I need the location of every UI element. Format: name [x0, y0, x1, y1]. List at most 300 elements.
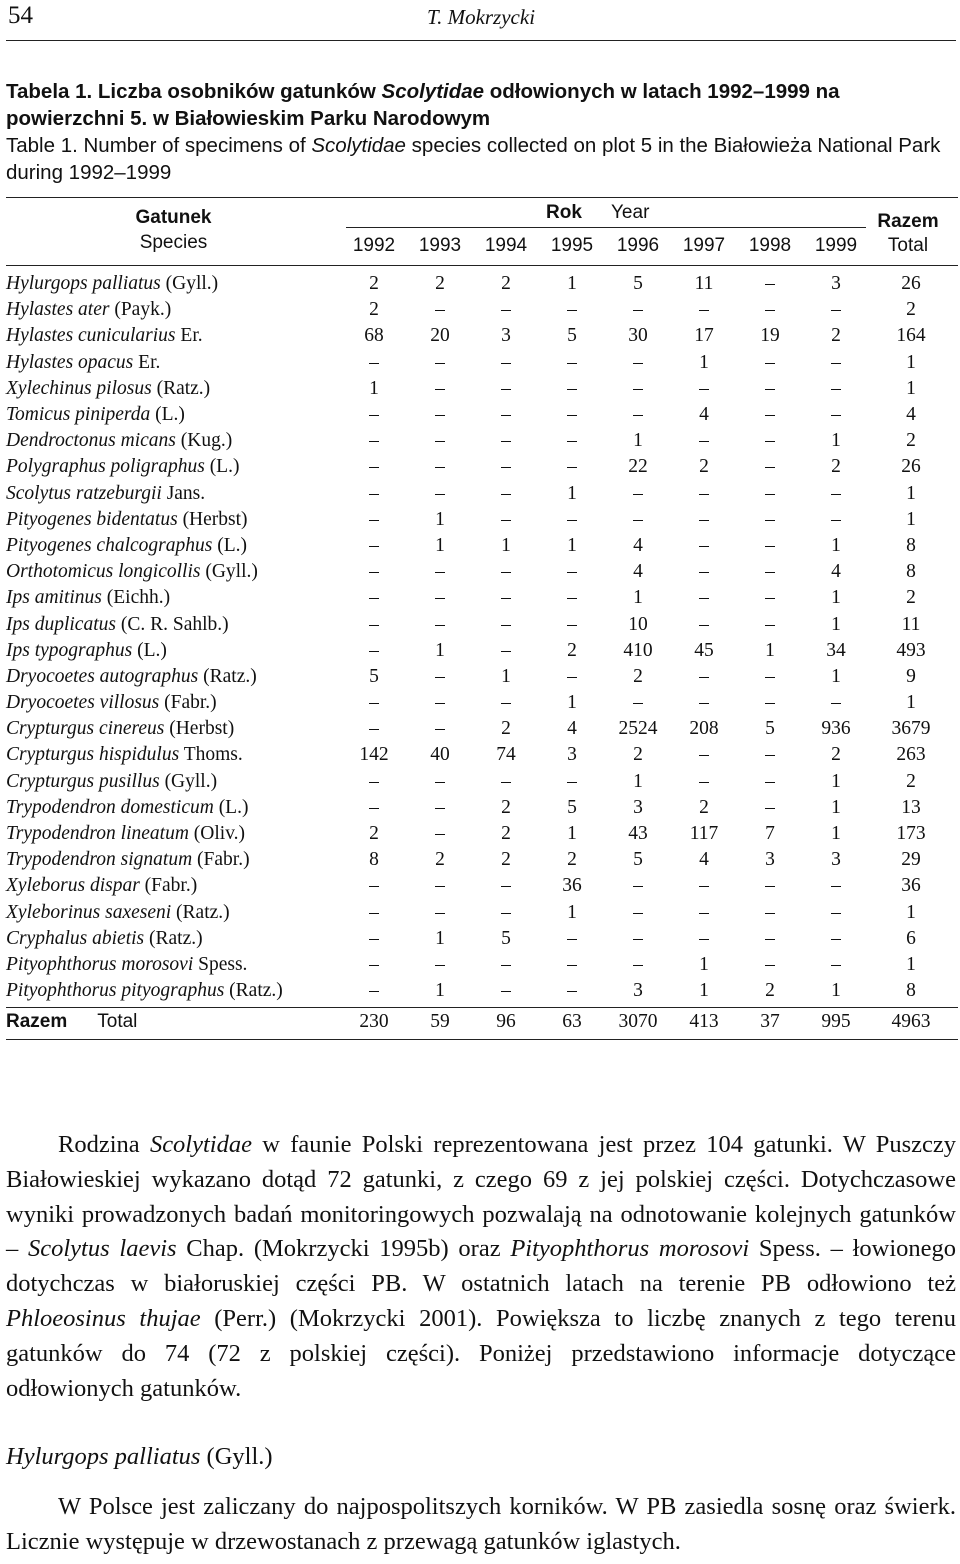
- count-cell: 2: [633, 744, 643, 766]
- total-cell: 2: [906, 430, 916, 452]
- header-year-cell: 1999: [814, 235, 858, 256]
- table-caption: [6, 78, 956, 186]
- count-cell: 1: [831, 587, 841, 609]
- total-cell: 2: [906, 770, 916, 792]
- count-cell: 17: [694, 325, 714, 347]
- count-cell: –: [765, 770, 775, 792]
- count-cell: 208: [689, 718, 719, 740]
- table-body: [6, 271, 958, 1004]
- species-subheading: Hylurgops palliatus (Gyll.): [6, 1443, 273, 1470]
- total-cell: 1: [906, 901, 916, 923]
- count-cell: –: [501, 639, 511, 661]
- count-cell: –: [765, 796, 775, 818]
- count-cell: –: [765, 404, 775, 426]
- species-name: Polygraphus poligraphus (L.): [6, 456, 240, 478]
- count-cell: –: [567, 377, 577, 399]
- count-cell: 1: [765, 639, 775, 661]
- count-cell: 2: [567, 849, 577, 871]
- count-cell: 1: [831, 980, 841, 1002]
- count-cell: 2: [501, 273, 511, 295]
- count-cell: –: [765, 744, 775, 766]
- count-cell: –: [567, 351, 577, 373]
- count-cell: –: [633, 404, 643, 426]
- count-cell: 1: [567, 692, 577, 714]
- count-cell: –: [435, 482, 445, 504]
- count-cell: –: [831, 927, 841, 949]
- table-row: [6, 664, 958, 690]
- text-run: w faunie Polski reprezentowana jest przez 104 gatunki. W Puszczy Białowieskiej wykazano dotąd 72 gatunki, z czego 69 z jej polskiej części. Dotychczasowe wyniki prowadzonych badań monitoringowych pozwalają na odnotowanie kolejnych gatunków –: [6, 1131, 956, 1263]
- count-cell: 1: [501, 665, 511, 687]
- table-row: [6, 271, 958, 297]
- header-year-cell: 1995: [550, 235, 594, 256]
- count-cell: 1: [501, 534, 511, 556]
- count-cell: –: [567, 613, 577, 635]
- count-cell: 1: [567, 482, 577, 504]
- table-bottom-rule: [6, 1039, 958, 1040]
- text-run: Rodzina: [58, 1131, 150, 1158]
- count-cell: –: [567, 665, 577, 687]
- total-cell: 8: [906, 534, 916, 556]
- count-cell: –: [369, 561, 379, 583]
- count-cell: –: [435, 692, 445, 714]
- sum-cell: 63: [562, 1011, 582, 1032]
- count-cell: 2: [831, 456, 841, 478]
- total-cell: 8: [906, 561, 916, 583]
- count-cell: –: [633, 377, 643, 399]
- species-name: Crypturgus cinereus (Herbst): [6, 718, 235, 740]
- species-name: Tomicus piniperda (L.): [6, 404, 185, 426]
- count-cell: 2: [567, 639, 577, 661]
- count-cell: –: [831, 953, 841, 975]
- count-cell: –: [369, 770, 379, 792]
- total-cell: 1: [906, 482, 916, 504]
- caption-english: Table 1. Number of specimens of Scolytidae species collected on plot 5 in the Białowieża National Park during 1992–1999: [6, 134, 941, 184]
- count-cell: –: [831, 482, 841, 504]
- count-cell: –: [369, 404, 379, 426]
- count-cell: –: [567, 770, 577, 792]
- species-name: Xyleborus dispar (Fabr.): [6, 875, 198, 897]
- count-cell: –: [699, 299, 709, 321]
- body-text-2: [6, 1490, 956, 1560]
- total-row: [6, 1007, 958, 1037]
- count-cell: –: [699, 692, 709, 714]
- count-cell: 1: [567, 901, 577, 923]
- count-cell: –: [699, 875, 709, 897]
- count-cell: –: [369, 692, 379, 714]
- count-cell: 3: [501, 325, 511, 347]
- species-name: Hylastes ater (Payk.): [6, 299, 172, 321]
- count-cell: –: [369, 796, 379, 818]
- table-row: [6, 716, 958, 742]
- text-run: Pityophthorus morosovi: [510, 1235, 750, 1263]
- species-name: Dryocoetes villosus (Fabr.): [6, 692, 217, 714]
- count-cell: –: [435, 456, 445, 478]
- count-cell: –: [765, 953, 775, 975]
- table-row: [6, 533, 958, 559]
- count-cell: –: [765, 927, 775, 949]
- count-cell: 4: [831, 561, 841, 583]
- species-name: Orthotomicus longicollis (Gyll.): [6, 561, 258, 583]
- total-cell: 1: [906, 953, 916, 975]
- count-cell: –: [699, 587, 709, 609]
- paragraph-2: W Polsce jest zaliczany do najpospolitszych korników. W PB zasiedla sosnę oraz świerk. Licznie występuje w drzewostanach z przewagą gatunków iglastych.: [6, 1493, 956, 1555]
- count-cell: –: [501, 875, 511, 897]
- count-cell: –: [831, 875, 841, 897]
- page-number: 54: [8, 2, 33, 29]
- count-cell: –: [765, 561, 775, 583]
- count-cell: –: [369, 639, 379, 661]
- count-cell: 1: [369, 377, 379, 399]
- count-cell: –: [699, 534, 709, 556]
- species-name: Cryphalus abietis (Ratz.): [6, 927, 203, 949]
- count-cell: –: [765, 377, 775, 399]
- count-cell: –: [369, 508, 379, 530]
- count-cell: –: [699, 744, 709, 766]
- count-cell: 1: [831, 823, 841, 845]
- species-name: Trypodendron signatum (Fabr.): [6, 849, 250, 871]
- count-cell: 1: [435, 534, 445, 556]
- table-row: [6, 454, 958, 480]
- table-row: [6, 297, 958, 323]
- count-cell: 2: [831, 744, 841, 766]
- count-cell: –: [633, 927, 643, 949]
- count-cell: 2: [501, 849, 511, 871]
- count-cell: 2: [369, 299, 379, 321]
- count-cell: –: [567, 299, 577, 321]
- species-name: Ips duplicatus (C. R. Sahlb.): [6, 613, 229, 635]
- table-row: [6, 428, 958, 454]
- count-cell: –: [369, 456, 379, 478]
- count-cell: –: [633, 692, 643, 714]
- total-cell: 36: [901, 875, 921, 897]
- header-species: Species: [139, 232, 208, 253]
- sum-cell: 3070: [618, 1011, 658, 1032]
- total-label: Razem Total: [6, 1011, 138, 1032]
- count-cell: 2: [831, 325, 841, 347]
- count-cell: 4: [633, 534, 643, 556]
- count-cell: –: [699, 482, 709, 504]
- header-year: Year: [611, 202, 650, 223]
- total-cell: 6: [906, 927, 916, 949]
- grand-total-cell: 4963: [891, 1011, 931, 1032]
- count-cell: –: [699, 430, 709, 452]
- count-cell: 1: [699, 953, 709, 975]
- count-cell: –: [831, 351, 841, 373]
- count-cell: –: [633, 901, 643, 923]
- total-cell: 1: [906, 351, 916, 373]
- count-cell: –: [699, 665, 709, 687]
- count-cell: –: [633, 351, 643, 373]
- table-row: [6, 611, 958, 637]
- header-year-cell: 1998: [748, 235, 792, 256]
- table-row: [6, 978, 958, 1004]
- count-cell: 2: [435, 849, 445, 871]
- count-cell: –: [765, 430, 775, 452]
- count-cell: –: [435, 299, 445, 321]
- count-cell: –: [435, 718, 445, 740]
- count-cell: 1: [831, 796, 841, 818]
- header-year-cell: 1997: [682, 235, 726, 256]
- count-cell: 68: [364, 325, 384, 347]
- total-cell: 1: [906, 508, 916, 530]
- total-cell: 263: [896, 744, 926, 766]
- table-row: [6, 821, 958, 847]
- count-cell: –: [369, 901, 379, 923]
- count-cell: –: [501, 587, 511, 609]
- count-cell: –: [369, 587, 379, 609]
- count-cell: 2524: [618, 718, 658, 740]
- count-cell: –: [501, 980, 511, 1002]
- count-cell: 2: [633, 665, 643, 687]
- count-cell: 2: [699, 456, 709, 478]
- count-cell: –: [369, 927, 379, 949]
- species-name: Pityogenes bidentatus (Herbst): [6, 508, 248, 530]
- sum-cell: 59: [430, 1011, 450, 1032]
- paragraph-1: [6, 1128, 956, 1406]
- count-cell: 19: [760, 325, 780, 347]
- count-cell: –: [435, 796, 445, 818]
- count-cell: 936: [821, 718, 851, 740]
- species-name: Crypturgus hispidulus Thoms.: [6, 744, 243, 766]
- count-cell: 4: [699, 849, 709, 871]
- count-cell: –: [765, 456, 775, 478]
- count-cell: 2: [369, 823, 379, 845]
- count-cell: 34: [826, 639, 846, 661]
- count-cell: 7: [765, 823, 775, 845]
- species-name: Hylastes opacus Er.: [6, 351, 161, 373]
- table-row: [6, 350, 958, 376]
- count-cell: 4: [633, 561, 643, 583]
- count-cell: –: [699, 508, 709, 530]
- species-name: Hylurgops palliatus (Gyll.): [6, 273, 219, 295]
- count-cell: –: [699, 377, 709, 399]
- count-cell: 117: [689, 823, 719, 845]
- header-gatunek: Gatunek: [135, 207, 212, 228]
- count-cell: –: [501, 351, 511, 373]
- count-cell: –: [369, 980, 379, 1002]
- header-year-cell: 1996: [616, 235, 660, 256]
- species-name: Dendroctonus micans (Kug.): [6, 430, 233, 452]
- text-run: Chap. (Mokrzycki 1995b) oraz: [176, 1235, 511, 1263]
- count-cell: –: [633, 482, 643, 504]
- sum-cell: 230: [359, 1011, 389, 1032]
- count-cell: –: [765, 901, 775, 923]
- count-cell: –: [369, 534, 379, 556]
- species-name: Xylechinus pilosus (Ratz.): [6, 377, 211, 399]
- total-cell: 13: [901, 796, 921, 818]
- species-name: Trypodendron lineatum (Oliv.): [6, 823, 246, 845]
- count-cell: –: [765, 299, 775, 321]
- count-cell: 1: [567, 273, 577, 295]
- count-cell: 2: [501, 823, 511, 845]
- count-cell: –: [765, 587, 775, 609]
- sum-cell: 37: [760, 1011, 780, 1032]
- table-row: [6, 952, 958, 978]
- sum-cell: 413: [689, 1011, 719, 1032]
- species-name: Hylastes cunicularius Er.: [6, 325, 203, 347]
- count-cell: –: [501, 508, 511, 530]
- count-cell: –: [435, 901, 445, 923]
- table-top-rule: [6, 197, 958, 198]
- count-cell: 2: [699, 796, 709, 818]
- count-cell: 1: [699, 980, 709, 1002]
- table-row: [6, 376, 958, 402]
- count-cell: –: [699, 927, 709, 949]
- table-row: [6, 900, 958, 926]
- table-row: [6, 481, 958, 507]
- count-cell: 2: [501, 718, 511, 740]
- text-run: Phloeosinus thujae: [6, 1304, 201, 1332]
- count-cell: 1: [435, 927, 445, 949]
- total-cell: 493: [896, 639, 926, 661]
- total-cell: 4: [906, 404, 916, 426]
- count-cell: –: [633, 953, 643, 975]
- total-cell: 2: [906, 299, 916, 321]
- count-cell: 40: [430, 744, 450, 766]
- text-run: Scolytidae: [149, 1131, 252, 1158]
- total-cell: 2: [906, 587, 916, 609]
- count-cell: 1: [633, 587, 643, 609]
- sum-cell: 96: [496, 1011, 516, 1032]
- count-cell: 2: [369, 273, 379, 295]
- species-name: Dryocoetes autographus (Ratz.): [6, 665, 257, 687]
- count-cell: 5: [633, 273, 643, 295]
- count-cell: –: [369, 718, 379, 740]
- total-cell: 9: [906, 665, 916, 687]
- count-cell: 3: [831, 849, 841, 871]
- table-row: [6, 690, 958, 716]
- total-cell: 8: [906, 980, 916, 1002]
- count-cell: 20: [430, 325, 450, 347]
- count-cell: –: [831, 404, 841, 426]
- count-cell: –: [501, 377, 511, 399]
- count-cell: 3: [633, 796, 643, 818]
- count-cell: –: [831, 508, 841, 530]
- count-cell: –: [567, 561, 577, 583]
- count-cell: 1: [831, 613, 841, 635]
- count-cell: –: [765, 613, 775, 635]
- count-cell: –: [501, 430, 511, 452]
- count-cell: –: [567, 404, 577, 426]
- table-row: [6, 926, 958, 952]
- count-cell: –: [501, 770, 511, 792]
- count-cell: 5: [369, 665, 379, 687]
- count-cell: 74: [496, 744, 516, 766]
- count-cell: –: [765, 351, 775, 373]
- species-name: Scolytus ratzeburgii Jans.: [6, 482, 206, 504]
- count-cell: –: [567, 927, 577, 949]
- total-cell: 3679: [891, 718, 931, 740]
- total-cell: 173: [896, 823, 926, 845]
- count-cell: –: [501, 613, 511, 635]
- count-cell: –: [435, 770, 445, 792]
- count-cell: –: [435, 351, 445, 373]
- species-name: Crypturgus pusillus (Gyll.): [6, 770, 218, 792]
- count-cell: 2: [435, 273, 445, 295]
- count-cell: –: [765, 534, 775, 556]
- count-cell: –: [765, 875, 775, 897]
- count-cell: –: [435, 665, 445, 687]
- count-cell: 142: [359, 744, 389, 766]
- count-cell: –: [435, 875, 445, 897]
- count-cell: –: [501, 404, 511, 426]
- total-cell: 29: [901, 849, 921, 871]
- count-cell: –: [633, 875, 643, 897]
- count-cell: –: [831, 377, 841, 399]
- count-cell: –: [501, 456, 511, 478]
- count-cell: –: [699, 561, 709, 583]
- count-cell: 36: [562, 875, 582, 897]
- species-name: Pityophthorus morosovi Spess.: [6, 953, 248, 975]
- total-cell: 1: [906, 692, 916, 714]
- table-row: [6, 585, 958, 611]
- total-cell: 1: [906, 377, 916, 399]
- count-cell: 11: [694, 273, 714, 295]
- text-run: Spess. – łowionego dotychczas w białoruskiej części PB. W ostatnich latach na terenie PB odłowiono też: [6, 1235, 957, 1298]
- count-cell: 1: [831, 430, 841, 452]
- count-cell: 1: [633, 430, 643, 452]
- count-cell: –: [765, 692, 775, 714]
- count-cell: 30: [628, 325, 648, 347]
- count-cell: 1: [435, 508, 445, 530]
- count-cell: 1: [567, 823, 577, 845]
- count-cell: 2: [765, 980, 775, 1002]
- count-cell: –: [435, 823, 445, 845]
- species-name: Ips amitinus (Eichh.): [6, 587, 171, 609]
- count-cell: –: [765, 273, 775, 295]
- year-group-rule: [346, 227, 866, 228]
- count-cell: –: [567, 456, 577, 478]
- count-cell: –: [501, 299, 511, 321]
- count-cell: –: [501, 482, 511, 504]
- count-cell: 5: [567, 325, 577, 347]
- total-cell: 26: [901, 456, 921, 478]
- species-name: Xyleborinus saxeseni (Ratz.): [6, 901, 230, 923]
- count-cell: 5: [501, 927, 511, 949]
- table-row: [6, 795, 958, 821]
- text-run: (Perr.) (Mokrzycki 2001). Powiększa to liczbę znanych z tego terenu gatunków do 74 (72 z polskiej części). Poniżej przedstawiono informacje dotyczące odłowionych gatunków.: [6, 1304, 956, 1402]
- count-cell: 2: [501, 796, 511, 818]
- header-year-cell: 1992: [352, 235, 396, 256]
- count-cell: 3: [567, 744, 577, 766]
- table-row: [6, 402, 958, 428]
- count-cell: 5: [567, 796, 577, 818]
- count-cell: –: [567, 587, 577, 609]
- count-cell: 1: [633, 770, 643, 792]
- species-name: Pityogenes chalcographus (L.): [6, 534, 247, 556]
- table-row: [6, 873, 958, 899]
- count-cell: –: [567, 430, 577, 452]
- total-cell: 164: [896, 325, 926, 347]
- count-cell: –: [765, 665, 775, 687]
- running-head: T. Mokrzycki: [426, 5, 536, 29]
- count-cell: –: [501, 692, 511, 714]
- count-cell: 1: [435, 980, 445, 1002]
- count-cell: 3: [831, 273, 841, 295]
- total-cell: 26: [901, 273, 921, 295]
- count-cell: –: [765, 508, 775, 530]
- table-row: [6, 323, 958, 349]
- count-cell: –: [567, 980, 577, 1002]
- count-cell: –: [369, 613, 379, 635]
- count-cell: 1: [831, 665, 841, 687]
- table-row: [6, 559, 958, 585]
- table-row: [6, 847, 958, 873]
- count-cell: –: [633, 508, 643, 530]
- header-rok: Rok: [546, 202, 582, 223]
- species-name: Pityophthorus pityographus (Ratz.): [6, 980, 283, 1002]
- count-cell: 43: [628, 823, 648, 845]
